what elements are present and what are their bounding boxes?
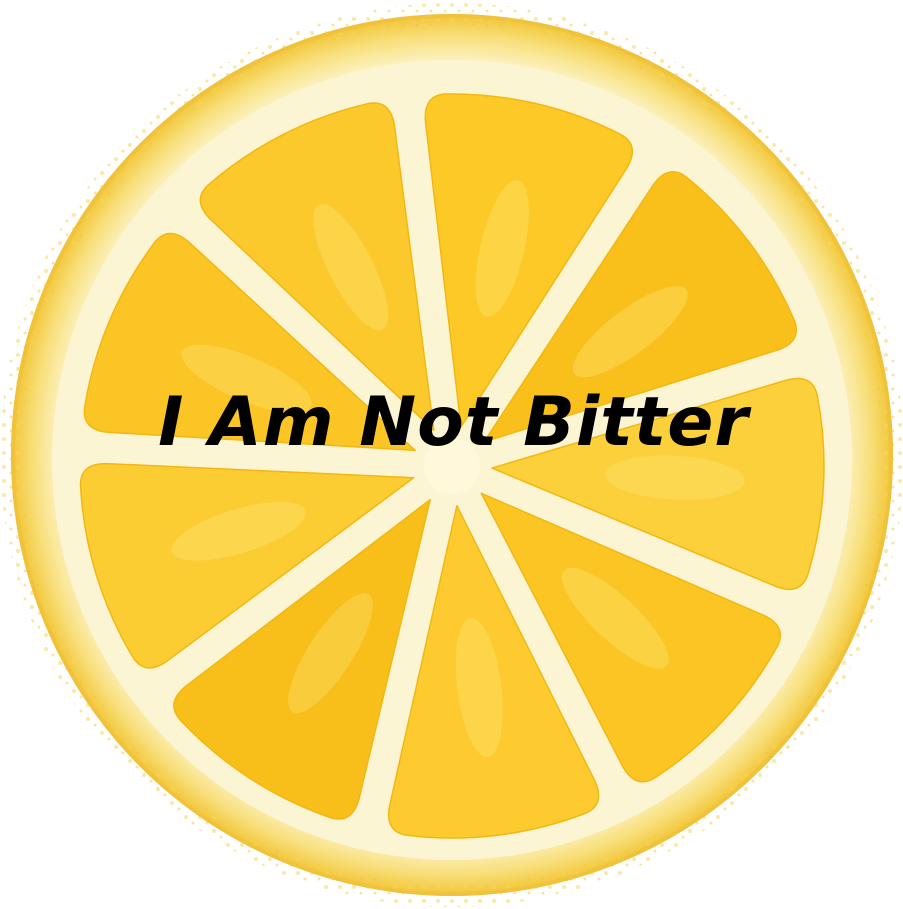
headline-text: I Am Not Bitter — [158, 383, 749, 462]
